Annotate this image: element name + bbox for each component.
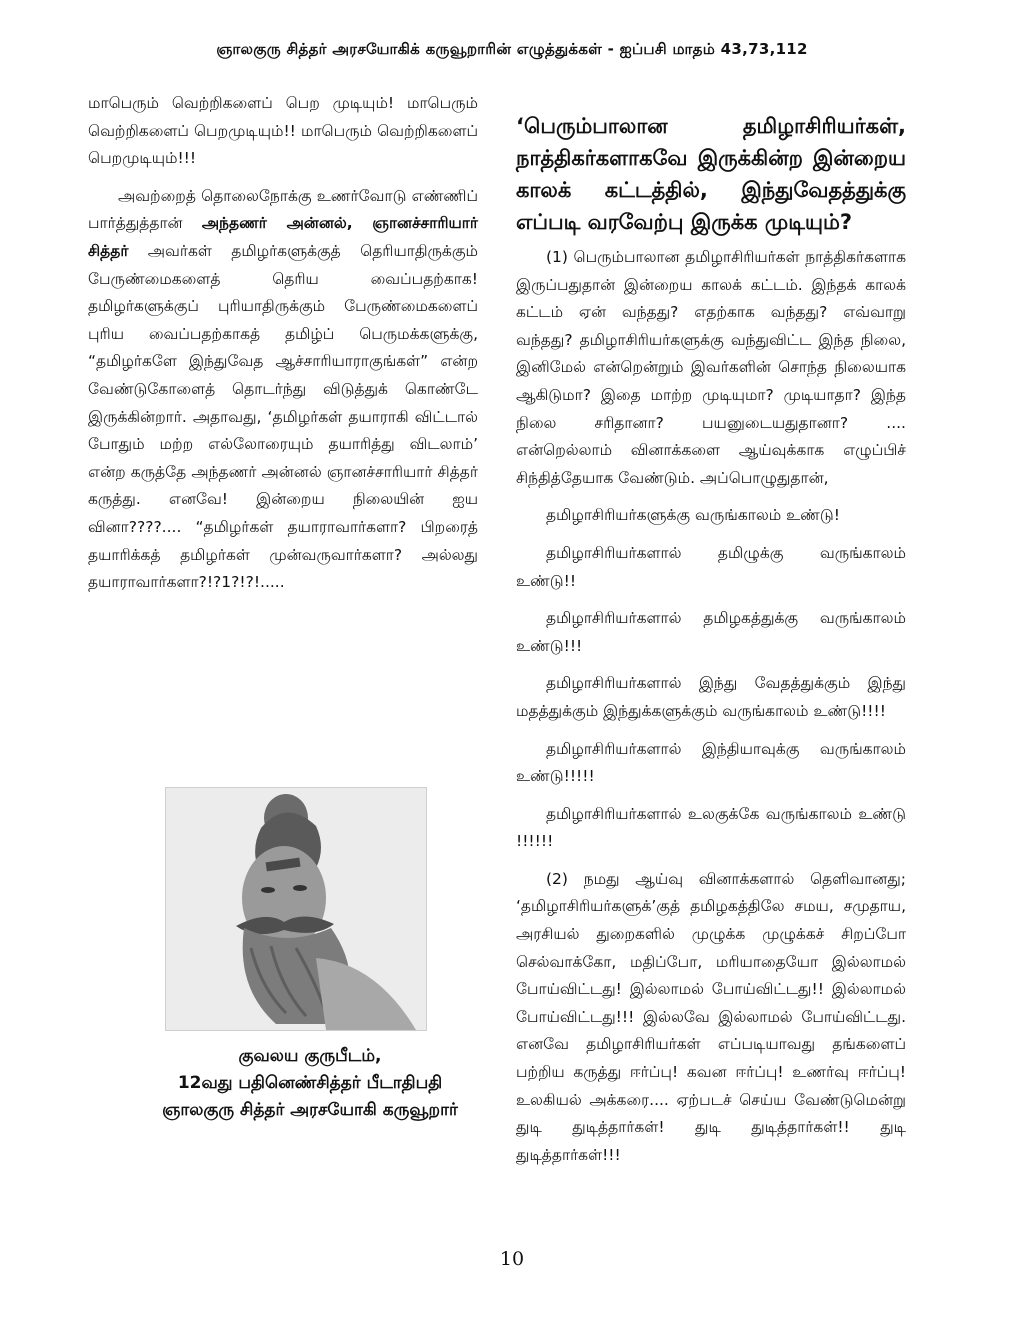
right-paragraph-2: (2) நமது ஆய்வு வினாக்களால் தெளிவானது; ‘தமிழாசிரியர்களுக்’குத் தமிழகத்திலே சமய, சமுதாய, அரசியல் துறைகளில் முழுக்க முழுக்கச் சிறப்போ செல்வாக்கோ, மதிப்போ, மரியாதையோ இல்லாமல் போய்விட்டது! இல்லாமல் போய்விட்டது!! இல்லாமல் போய்விட்டது!!! இல்லவே இல்லாமல் போய்விட்டது. எனவே தமிழாசிரியர்கள் எப்படியாவது தங்களைப் பற்றிய கருத்து ஈர்ப்பு! கவன ஈர்ப்பு! உணர்வு ஈர்ப்பு! உலகியல் அக்கரை.... ஏற்படச் செய்ய வேண்டுமென்று துடி துடித்தார்கள்! துடி துடித்தார்கள்!! துடி துடித்தார்கள்!!! (516, 869, 906, 1164)
future-line-2: தமிழாசிரியர்களால் தமிழுக்கு வருங்காலம் உண்டு!! (516, 543, 906, 590)
future-line-3: தமிழாசிரியர்களால் தமிழகத்துக்கு வருங்காலம் உண்டு!!! (516, 609, 906, 655)
left-paragraph-2 (88, 183, 478, 597)
future-line-6: தமிழாசிரியர்களால் உலகுக்கே வருங்காலம் உண்டு !!!!!! (516, 804, 906, 851)
left-column (88, 90, 478, 607)
section-heading: ‘பெரும்பாலான தமிழாசிரியர்கள், நாத்திகர்களாகவே இருக்கின்ற இன்றைய காலக் கட்டத்தில், இந்துவேதத்துக்கு எப்படி வரவேற்பு இருக்க முடியும்? (516, 114, 906, 234)
right-column (516, 110, 906, 1179)
photo-caption (100, 1043, 520, 1124)
portrait-illustration (166, 788, 426, 1030)
future-line-4: தமிழாசிரியர்களால் இந்து வேதத்துக்கும் இந்து மதத்துக்கும் இந்துக்களுக்கும் வருங்காலம் உண்டு!!!! (516, 674, 906, 720)
future-line-1: தமிழாசிரியர்களுக்கு வருங்காலம் உண்டு! (546, 506, 840, 525)
caption-line-1: குவலய குருபீடம், (238, 1046, 382, 1066)
right-paragraph-1: (1) பெரும்பாலான தமிழாசிரியர்கள் நாத்திகர்களாக இருப்பதுதான் இன்றைய காலக் கட்டம். இந்தக் காலக் கட்டம் ஏன் வந்தது? எதற்காக வந்தது? எவ்வாறு வந்தது? தமிழாசிரியர்களுக்கு வந்துவிட்ட இந்த நிலை, இனிமேல் என்றென்றும் இவர்களின் சொந்த நிலையாக ஆகிடுமா? இதை மாற்ற முடியுமா? முடியாதா? இந்த நிலை சரிதானா? பயனுடையதுதானா? .... என்றெல்லாம் வினாக்களை ஆய்வுக்காக எழுப்பிச் சிந்தித்தேயாக வேண்டும். அப்பொழுதுதான், (516, 248, 906, 487)
caption-line-3: ஞாலகுரு சித்தர் அரசயோகி கருவூறார் (162, 1100, 458, 1120)
left-paragraph-2-rest: அவர்கள் தமிழர்களுக்குத் தெரியாதிருக்கும் பேருண்மைகளைத் தெரிய வைப்பதற்காக! தமிழர்களுக்குப் புரியாதிருக்கும் பேருண்மைகளைப் புரிய வைப்பதற்காகத் தமிழ்ப் பெருமக்களுக்கு, “தமிழர்களே இந்துவேத ஆச்சாரியாராகுங்கள்” என்ற வேண்டுகோளைத் தொடர்ந்து விடுத்துக் கொண்டே இருக்கின்றார். அதாவது, ‘தமிழர்கள் தயாராகி விட்டால் போதும் மற்ற எல்லோரையும் தயாரித்து விடலாம்’ என்ற கருத்தே அந்தணர் அன்னல் ஞானச்சாரியார் சித்தர் கருத்து. எனவே! இன்றைய நிலையின் ஐய வினா????.... “தமிழர்கள் தயாராவார்களா? பிறரைத் தயாரிக்கத் தமிழர்கள் முன்வருவார்களா? அல்லது தயாராவார்களா?!?1?!?!..... (88, 241, 478, 592)
future-line-5: தமிழாசிரியர்களால் இந்தியாவுக்கு வருங்காலம் உண்டு!!!!! (516, 739, 906, 786)
page-number: 10 (499, 1248, 525, 1270)
left-paragraph-2-start: அவற்றைத் தொலைநோக்கு உணர்வோடு எண்ணிப் பார்த்துத்தான் (88, 186, 478, 233)
running-header: ஞாலகுரு சித்தர் அரசயோகிக் கருவூறாரின் எழுத்துக்கள் - ஐப்பசி மாதம் 43,73,112 (216, 40, 808, 58)
portrait-photo (165, 787, 427, 1031)
caption-line-2: 12வது பதினெண்சித்தர் பீடாதிபதி (177, 1073, 443, 1093)
left-paragraph-1: மாபெரும் வெற்றிகளைப் பெற முடியும்! மாபெரும் வெற்றிகளைப் பெறமுடியும்!! மாபெரும் வெற்றிகளைப் பெறமுடியும்!!! (88, 94, 478, 168)
left-paragraph-2-bold-name: அந்தணர் அன்னல், ஞானச்சாரியார் சித்தர் (88, 214, 478, 260)
